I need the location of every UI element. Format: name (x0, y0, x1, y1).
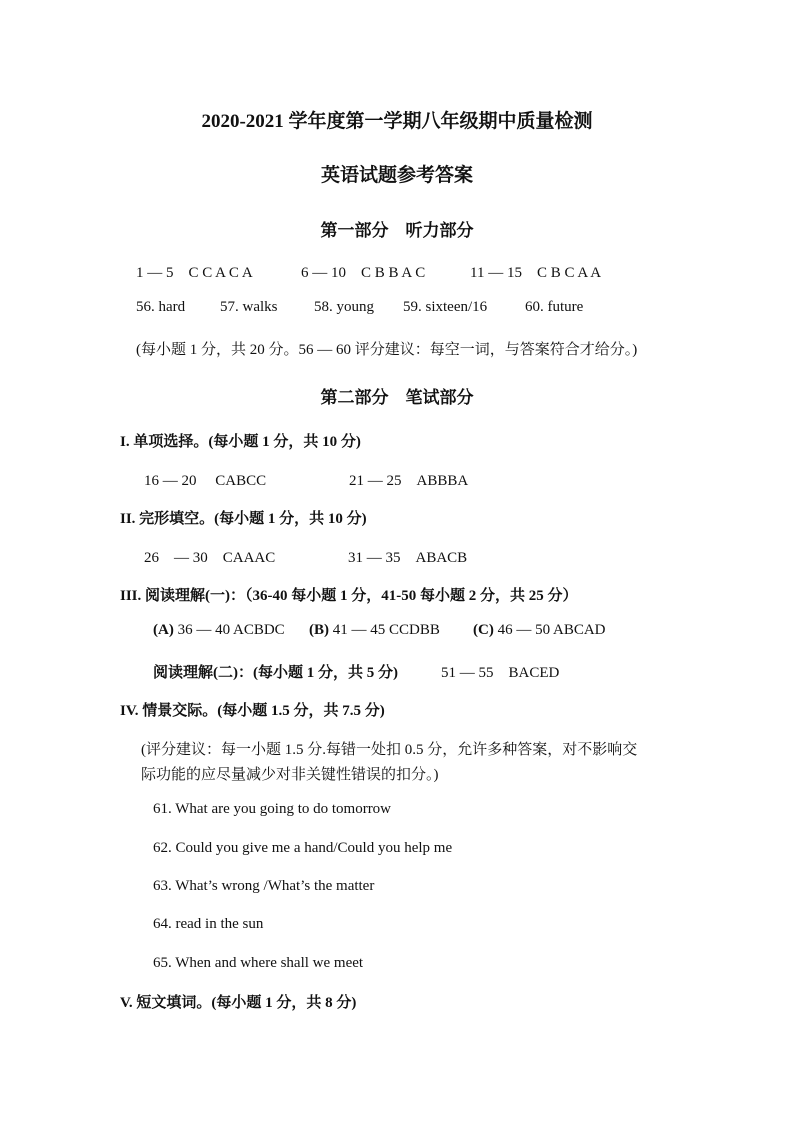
section-5-title: V. 短文填词。(每小题 1 分，共 8 分) (120, 995, 357, 1011)
listening-answer-2: 6 — 10 C B B A C (301, 265, 426, 281)
reading-2-label: 阅读理解(二)：(每小题 1 分，共 5 分) (153, 665, 398, 681)
section-4-note-line2: 际功能的应尽量减少对非关键性错误的扣分。) (141, 767, 439, 783)
dialog-answer-63: 63. What’s wrong /What’s the matter (153, 878, 375, 894)
reading-a-label: (A) (153, 622, 174, 638)
reading-a (153, 622, 285, 639)
listening-word-59: 59. sixteen/16 (403, 299, 488, 315)
reading-b (309, 622, 440, 639)
reading-c-answer: 46 — 50 ABCAD (497, 622, 606, 638)
dialog-answer-65: 65. When and where shall we meet (153, 955, 364, 971)
listening-word-60: 60. future (525, 299, 584, 315)
listening-word-57: 57. walks (220, 299, 278, 315)
section-2-answer-a: 26 — 30 CAAAC (144, 550, 276, 566)
reading-2-answer: 51 — 55 BACED (441, 665, 560, 681)
section-1-title: I. 单项选择。(每小题 1 分，共 10 分) (120, 434, 361, 450)
section-2-answer-b: 31 — 35 ABACB (348, 550, 468, 566)
reading-c (473, 622, 606, 639)
listening-word-56: 56. hard (136, 299, 186, 315)
document-title: 2020-2021 学年度第一学期八年级期中质量检测 (201, 111, 593, 132)
reading-a-answer: 36 — 40 ACBDC (177, 622, 285, 638)
document-subtitle: 英语试题参考答案 (320, 165, 473, 186)
section-4-title: IV. 情景交际。(每小题 1.5 分，共 7.5 分) (120, 703, 385, 719)
listening-answer-1: 1 — 5 C C A C A (136, 265, 253, 281)
listening-scoring-note: (每小题 1 分，共 20 分。56 — 60 评分建议：每空一词，与答案符合才给分。) (136, 342, 638, 358)
listening-answer-3: 11 — 15 C B C A A (470, 265, 602, 281)
reading-b-label: (B) (309, 622, 329, 638)
dialog-answer-61: 61. What are you going to do tomorrow (153, 801, 392, 817)
reading-b-answer: 41 — 45 CCDBB (332, 622, 440, 638)
section-2-title: II. 完形填空。(每小题 1 分，共 10 分) (120, 511, 367, 527)
section-3-title: III. 阅读理解(一)：（36-40 每小题 1 分，41-50 每小题 2 分，共 25 分） (120, 588, 578, 604)
section-1-answer-a: 16 — 20 CABCC (144, 473, 267, 489)
dialog-answer-64: 64. read in the sun (153, 916, 264, 932)
section-4-note-line1: (评分建议：每一小题 1.5 分.每错一处扣 0.5 分，允许多种答案，对不影响交 (141, 742, 638, 758)
section-1-answer-b: 21 — 25 ABBBA (349, 473, 469, 489)
reading-c-label: (C) (473, 622, 494, 638)
listening-word-58: 58. young (314, 299, 374, 315)
part1-heading: 第一部分 听力部分 (320, 221, 474, 240)
dialog-answer-62: 62. Could you give me a hand/Could you help me (153, 840, 453, 856)
part2-heading: 第二部分 笔试部分 (320, 388, 474, 407)
